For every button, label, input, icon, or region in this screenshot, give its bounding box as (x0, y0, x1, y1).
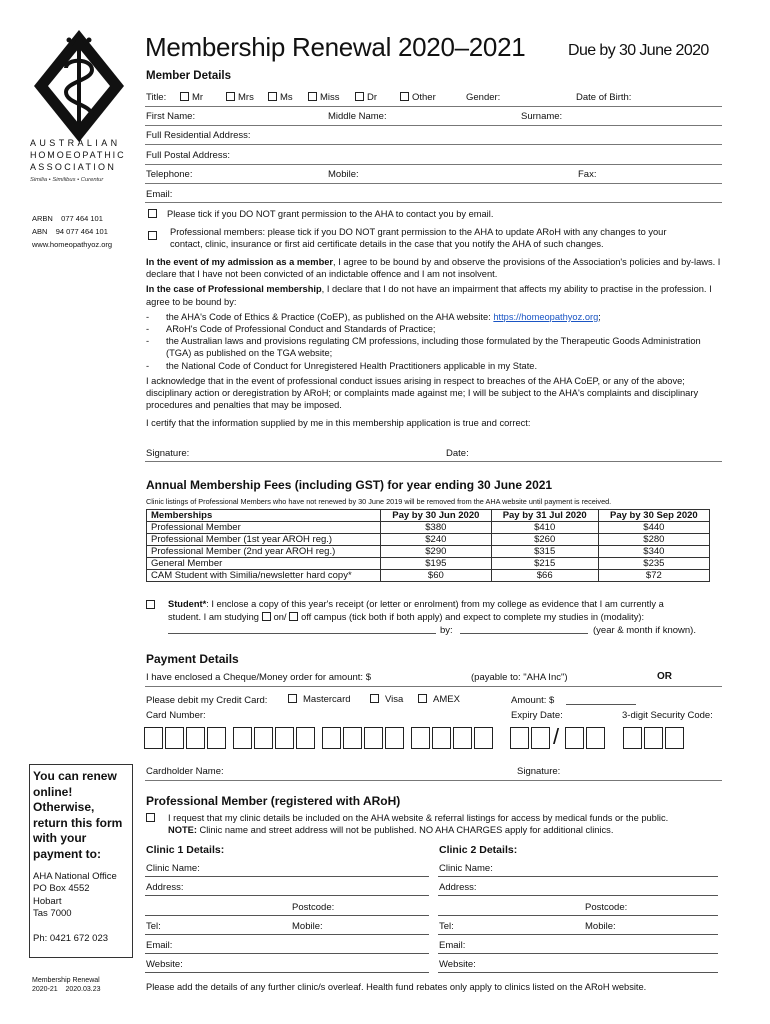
expiry-boxes[interactable] (510, 727, 552, 749)
table-row: Professional Member (1st year AROH reg.) $240 $260 $280 (147, 534, 710, 546)
fax-field[interactable]: Fax: (578, 169, 597, 180)
clinic1-email-field[interactable]: Email: (146, 940, 173, 951)
title-option-other[interactable]: Other (400, 92, 436, 103)
clinic1-postcode-field[interactable]: Postcode: (292, 902, 335, 913)
clinic2-postcode-field[interactable]: Postcode: (585, 902, 628, 913)
fees-note: Clinic listings of Professional Members who have not renewed by 30 June 2019 will be removed from the AHA website until payment is received. (146, 497, 612, 506)
codes-list (146, 311, 726, 372)
table-row: CAM Student with Similia/newsletter hard copy* $60 $66 $72 (147, 570, 710, 582)
card-number-label: Card Number: (146, 710, 206, 721)
clinic1-address-field[interactable]: Address: (146, 882, 184, 893)
list-item: - ARoH's Code of Professional Conduct and Standards of Practice; (146, 323, 726, 335)
org-website: www.homeopathyoz.org (32, 240, 113, 249)
admission-declaration: In the event of my admission as a member, I agree to be bound by and observe the provisions of the Association's policies and by-laws. I declare that I have not been convicted of an indictable offence and I am not insolvent. (146, 257, 721, 280)
cardholder-name-field[interactable]: Cardholder Name: (146, 766, 224, 777)
org-name-line1: AUSTRALIAN (30, 138, 121, 148)
association-emblem-icon (28, 28, 130, 143)
checkbox-icon[interactable] (180, 92, 189, 101)
cardholder-signature-field[interactable]: Signature: (517, 766, 561, 777)
checkbox-icon[interactable] (148, 231, 157, 240)
modality-input[interactable] (168, 633, 436, 634)
payment-heading: Payment Details (146, 652, 239, 666)
footer-note: Please add the details of any further clinic/s overleaf. Health fund rebates only apply to clinics listed on the ARoH website. (146, 982, 647, 992)
table-row: Professional Member (2nd year AROH reg.) $290 $315 $340 (147, 546, 710, 558)
page-title: Membership Renewal 2020–2021 (145, 32, 526, 62)
student-option[interactable]: Student*: I enclose a copy of this year's receipt (or letter or enrolment) from my college as evidence that I am currently a student. I am studying on/ off campus (tick both if both apply) and expect to complete my studies in (modality): (146, 598, 664, 623)
logo (28, 28, 130, 191)
checkbox-icon[interactable] (146, 600, 155, 609)
checkbox-icon[interactable] (355, 92, 364, 101)
clinic2-email-field[interactable]: Email: (439, 940, 466, 951)
middle-name-field[interactable]: Middle Name: (328, 111, 387, 122)
card-option-visa[interactable]: Visa (370, 694, 403, 705)
professional-heading: Professional Member (registered with ARoH) (146, 794, 401, 808)
checkbox-icon[interactable] (400, 92, 409, 101)
return-address: AHA National Office PO Box 4552 Hobart Tas 7000 (33, 871, 117, 919)
surname-field[interactable]: Surname: (521, 111, 563, 122)
email-field[interactable]: Email: (146, 189, 173, 200)
postal-address-field[interactable]: Full Postal Address: (146, 150, 230, 161)
email-permission-option[interactable]: Please tick if you DO NOT grant permission to the AHA to contact you by email. (148, 209, 493, 219)
card-number-boxes[interactable] (144, 727, 495, 749)
debit-amount-field[interactable]: Amount: $ (511, 695, 555, 706)
or-label: OR (657, 671, 672, 682)
column-header: Pay by 30 Sep 2020 (598, 510, 709, 522)
clinic2-website-field[interactable]: Website: (439, 959, 476, 970)
clinic1-website-field[interactable]: Website: (146, 959, 183, 970)
checkbox-icon[interactable] (308, 92, 317, 101)
card-option-amex[interactable]: AMEX (418, 694, 460, 705)
telephone-field[interactable]: Telephone: (146, 169, 193, 180)
clinic1-mobile-field[interactable]: Mobile: (292, 921, 323, 932)
clinic2-name-field[interactable]: Clinic Name: (439, 863, 493, 874)
list-item: - the AHA's Code of Ethics & Practice (CoEP), as published on the AHA website: https://homeopathyoz.org; (146, 311, 726, 323)
clinic2-mobile-field[interactable]: Mobile: (585, 921, 616, 932)
residential-address-field[interactable]: Full Residential Address: (146, 130, 251, 141)
org-motto: Similia • Similibus • Curentur (30, 177, 104, 183)
renew-online-note: You can renew online! Otherwise, return this form with your payment to: (33, 769, 123, 861)
declaration-date-field[interactable]: Date: (446, 448, 469, 459)
table-header-row (147, 510, 710, 522)
title-option-mr[interactable]: Mr (180, 92, 203, 103)
org-name-line3: ASSOCIATION (30, 162, 117, 172)
declaration-signature-field[interactable]: Signature: (146, 448, 190, 459)
return-phone: Ph: 0421 672 023 (33, 933, 109, 944)
expiry-label: Expiry Date: (511, 710, 563, 721)
expiry-year-boxes[interactable] (565, 727, 607, 749)
off-campus-checkbox[interactable] (289, 612, 298, 621)
student-by-label: by: (440, 625, 453, 636)
abn-number: ABN 94 077 464 101 (32, 227, 108, 236)
title-label: Title: (146, 92, 167, 103)
security-code-boxes[interactable] (623, 727, 686, 749)
clinic1-tel-field[interactable]: Tel: (146, 921, 161, 932)
completion-date-input[interactable] (460, 633, 588, 634)
payable-to-label: (payable to: "AHA Inc") (471, 672, 568, 683)
first-name-field[interactable]: First Name: (146, 111, 196, 122)
org-name-line2: HOMOEOPATHIC (30, 150, 126, 160)
title-option-ms[interactable]: Ms (268, 92, 293, 103)
org-info (32, 212, 112, 251)
column-header: Pay by 31 Jul 2020 (491, 510, 598, 522)
arbn-number: ARBN 077 464 101 (32, 214, 103, 223)
clinic1-name-field[interactable]: Clinic Name: (146, 863, 200, 874)
checkbox-icon[interactable] (418, 694, 427, 703)
table-row: General Member $195 $215 $235 (147, 558, 710, 570)
dob-label: Date of Birth: (576, 92, 632, 103)
checkbox-icon[interactable] (288, 694, 297, 703)
gender-label: Gender: (466, 92, 501, 103)
title-option-mrs[interactable]: Mrs (226, 92, 254, 103)
card-option-mastercard[interactable]: Mastercard (288, 694, 351, 705)
column-header: Memberships (147, 510, 381, 522)
clinic2-address-field[interactable]: Address: (439, 882, 477, 893)
title-option-miss[interactable]: Miss (308, 92, 340, 103)
security-code-label: 3-digit Security Code: (622, 710, 713, 721)
mobile-field[interactable]: Mobile: (328, 169, 359, 180)
due-date: Due by 30 June 2020 (568, 42, 709, 59)
expiry-slash: / (553, 724, 560, 749)
certification: I certify that the information supplied by me in this membership application is true and correct: (146, 418, 531, 429)
title-option-dr[interactable]: Dr (355, 92, 377, 103)
fees-heading: Annual Membership Fees (including GST) for year ending 30 June 2021 (146, 478, 553, 492)
list-item: - the Australian laws and provisions regulating CM professions, including those formulated by the Therapeutic Goods Administration (TGA) as published on the TGA website; (146, 335, 726, 359)
form-identifier: Membership Renewal 2020-21 2020.03.23 (32, 977, 101, 993)
student-when-label: (year & month if known). (593, 625, 696, 636)
aroh-permission-option[interactable]: Professional members: please tick if you DO NOT grant permission to the AHA to update ARoH with any changes to your contact, clinic, insurance or first aid certificate details in the case that you notify the AHA of such changes. (148, 226, 666, 250)
aha-website-link[interactable]: https://homeopathyoz.org (493, 311, 599, 322)
member-details-heading: Member Details (146, 70, 232, 82)
checkbox-icon[interactable] (370, 694, 379, 703)
clinic2-heading: Clinic 2 Details: (439, 844, 518, 856)
list-item: - the National Code of Conduct for Unregistered Health Practitioners applicable in my State. (146, 360, 726, 372)
acknowledgement: I acknowledge that in the event of professional conduct issues arising in respect to breaches of the AHA CoEP, or any of the above; disciplinary action or deregistration by ARoH; or complaints made against me; I will be subject to the AHA's complaints and disciplinary procedures and penalties that may be imposed. (146, 375, 699, 411)
clinic1-heading: Clinic 1 Details: (146, 844, 225, 856)
return-address-box (29, 764, 133, 958)
fees-table (146, 509, 710, 582)
cheque-amount-field[interactable]: I have enclosed a Cheque/Money order for amount: $ (146, 672, 371, 683)
declarations (146, 256, 726, 430)
clinic-listing-option[interactable]: I request that my clinic details be included on the AHA website & referral listings for access by medical funds or the public. NOTE: Clinic name and street address will not be published. NO AHA CHARGES apply for additional clinics. (146, 812, 668, 836)
professional-declaration: In the case of Professional membership, I declare that I do not have an impairment that affects my ability to practise in the profession. I agree to be bound by: (146, 284, 712, 307)
checkbox-icon[interactable] (226, 92, 235, 101)
debit-card-label: Please debit my Credit Card: (146, 695, 268, 706)
checkbox-icon[interactable] (148, 209, 157, 218)
on-campus-checkbox[interactable] (262, 612, 271, 621)
checkbox-icon[interactable] (268, 92, 277, 101)
column-header: Pay by 30 Jun 2020 (381, 510, 492, 522)
checkbox-icon[interactable] (146, 813, 155, 822)
table-row: Professional Member $380 $410 $440 (147, 522, 710, 534)
clinic2-tel-field[interactable]: Tel: (439, 921, 454, 932)
